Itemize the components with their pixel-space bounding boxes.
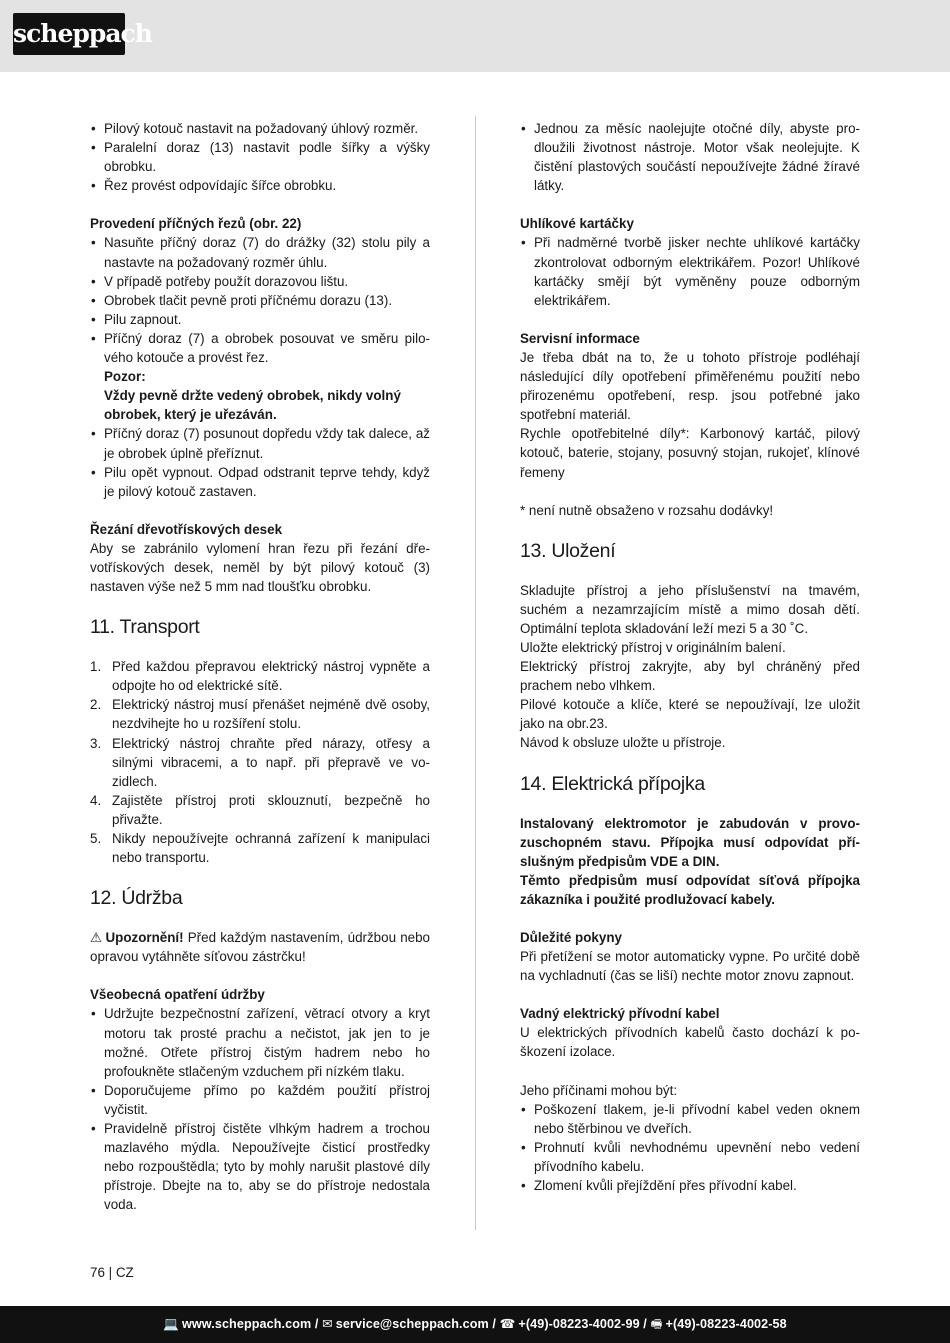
storage-heading: 13. Uložení xyxy=(520,539,616,562)
chipboard-section xyxy=(90,520,430,596)
warning-label: Upozornění! xyxy=(105,930,184,946)
electrical-bold-2: Těmto předpisům musí odpovídat síťová přípojka zákazníka i použité prodlužovací kabely. xyxy=(520,872,860,907)
item-text: Před každou přepravou elektrický nástroj vypněte a odpojte ho od elektrické sítě. xyxy=(112,659,430,694)
maintenance-heading: 12. Údržba xyxy=(90,887,183,910)
left-column xyxy=(90,119,430,1215)
list-item: • Nasuňte příčný doraz (7) do drážky (32) stolu pily a nastavte na požadovaný rozměr úhlu. xyxy=(90,233,430,271)
footer-phone: +(49)-08223-4002-99 / xyxy=(518,1317,647,1331)
transport-heading: 11. Transport xyxy=(90,616,200,639)
service-section xyxy=(520,329,860,482)
causes-section xyxy=(520,1081,860,1196)
page-header xyxy=(0,0,950,72)
list-item: • Řez provést odpovídajíc šířce obrobku. xyxy=(90,176,430,195)
list-item: • Udržujte bezpečnostní zařízení, větrací otvory a kryt motoru tak prosté prachu a nečistot, jak jen to je možné. Otřete přístroj čistým hadrem nebo ho profoukněte stlačeným vzduchem při nízkém tlaku. xyxy=(90,1004,430,1080)
item-number: 2. xyxy=(90,697,102,713)
electrical-bold-1: Instalovaný elektromotor je zabudován v provozuschopném stavu. Přípojka musí odpovídat příslušným předpisům VDE a DIN. xyxy=(520,815,860,869)
important-section xyxy=(520,928,860,985)
brushes-bullets xyxy=(520,233,860,309)
right-column xyxy=(520,119,860,1195)
page-footer xyxy=(0,1306,950,1343)
list-item: • Příčný doraz (7) posunout dopředu vždy tak dalece, až je obrobek úplně přeříznut. xyxy=(90,424,430,462)
monthly-bullet-list xyxy=(520,119,860,195)
transport-list xyxy=(90,657,430,867)
list-item xyxy=(90,829,430,867)
item-number: 4. xyxy=(90,792,102,808)
footer-fax: +(49)-08223-4002-58 xyxy=(665,1317,787,1331)
service-text-1: Je třeba dbát na to, že u tohoto přístroje podléhají následující díly opotřebení přiměřenému použití nebo přirozenému opotřebení, resp. jsou potřebné jako spotřební materiál. xyxy=(520,349,860,423)
cable-title: Vadný elektrický přívodní kabel xyxy=(520,1006,720,1022)
maintenance-warning xyxy=(90,928,430,966)
list-item: • Paralelní doraz (13) nastavit podle šířky a výšky obrobku. xyxy=(90,138,430,176)
storage-line: Uložte elektrický přístroj v originálním balení. xyxy=(520,639,786,655)
list-item: • Doporučujeme přímo po každém použití přístroj vyčistit. xyxy=(90,1081,430,1119)
list-item xyxy=(90,695,430,733)
important-text: Při přetížení se motor automaticky vypne. Po určité době na vychladnutí (čas se liší) nechte motor znovu zapnout. xyxy=(520,949,860,984)
page-number: 76 | CZ xyxy=(90,1265,134,1280)
storage-line: Návod k obsluze uložte u přístroje. xyxy=(520,735,726,751)
footer-web: www.scheppach.com / xyxy=(182,1317,319,1331)
intro-bullet-list xyxy=(90,119,430,195)
causes-intro: Jeho příčinami mohou být: xyxy=(520,1082,678,1098)
fax-icon: 🖷 xyxy=(650,1317,663,1331)
list-item xyxy=(90,657,430,695)
caution-label: Pozor: xyxy=(104,369,146,385)
item-number: 5. xyxy=(90,831,102,846)
list-item: • Při nadměrné tvorbě jisker nechte uhlíkové kartáčky zkontrolovat odborným elektrikářem. Pozor! Uhlíkové kartáčky smějí být vyměněny pouze odborným elektrikářem. xyxy=(520,233,860,309)
list-item: • Pilu opět vypnout. Odpad odstranit teprve tehdy, když je pilový kotouč zastaven. xyxy=(90,463,430,501)
cross-cut-title: Provedení příčných řezů (obr. 22) xyxy=(90,216,302,232)
scheppach-logo: scheppach xyxy=(13,13,125,55)
item-text: Elektrický nástroj chraňte před nárazy, otřesy a silnými vibracemi, a to např. při přepravě ve vozidlech. xyxy=(112,735,430,789)
caution-text: Vždy pevně držte vedený obrobek, nikdy volný obrobek, který je uřezáván. xyxy=(104,388,401,423)
item-number: 3. xyxy=(90,735,102,751)
service-footnote: * není nutně obsaženo v rozsahu dodávky! xyxy=(520,502,774,518)
item-text: Elektrický nástroj musí přenášet nejméně dvě osoby, nezdvihejte ho u rozšíření stolu. xyxy=(112,697,430,732)
cable-section xyxy=(520,1004,860,1061)
brushes-section xyxy=(520,214,860,309)
cross-cut-section xyxy=(90,214,430,500)
computer-icon: 💻 xyxy=(163,1317,180,1331)
storage-section xyxy=(520,581,860,753)
service-text-2: Rychle opotřebitelné díly*: Karbonový kartáč, pilový kotouč, baterie, stojany, posuvný stojan, rukojeť, klínové řemeny xyxy=(520,426,860,480)
storage-line: Skladujte přístroj a jeho příslušenství na tmavém, suchém a nezamrzajícím místě a mimo dosah dětí. Optimální teplota skladování leží mezi 5 a 30 ˚C. xyxy=(520,582,860,636)
warning-icon: ⚠ xyxy=(90,930,103,946)
list-item: • Jednou za měsíc naolejujte otočné díly, abyste prodloužili životnost nástroje. Motor však neolejujte. K čistění plastových součástí nepoužívejte žádné žíravé látky. xyxy=(520,119,860,195)
storage-line: Elektrický přístroj zakryjte, aby byl chráněný před prachem nebo vlhkem. xyxy=(520,659,860,694)
service-title: Servisní informace xyxy=(520,330,640,346)
cable-text: U elektrických přívodních kabelů často dochází k poškození izolace. xyxy=(520,1025,860,1060)
item-number: 1. xyxy=(90,659,102,675)
list-item: • Obrobek tlačit pevně proti příčnému dorazu (13). xyxy=(90,291,430,310)
item-text: Zajistěte přístroj proti sklouznutí, bezpečně ho přivažte. xyxy=(112,792,430,827)
column-divider xyxy=(475,116,476,1230)
phone-icon: ☎ xyxy=(499,1317,516,1331)
general-maintenance-bullets xyxy=(90,1004,430,1214)
storage-line: Pilové kotouče a klíče, které se nepoužívají, lze uložit jako na obr.23. xyxy=(520,697,860,732)
list-item: • Prohnutí kvůli nevhodnému upevnění nebo vedení přívodního kabelu. xyxy=(520,1138,860,1176)
list-item xyxy=(90,734,430,791)
list-item: • Poškození tlakem, je-li přívodní kabel veden oknem nebo štěrbinou ve dveřích. xyxy=(520,1100,860,1138)
list-item: • Zlomení kvůli přejíždění přes přívodní kabel. xyxy=(520,1176,860,1195)
causes-bullets xyxy=(520,1100,860,1195)
warning-text: Před každým nastavením, údržbou nebo opravou vytáhněte síťovou zástrčku! xyxy=(90,930,430,965)
important-title: Důležité pokyny xyxy=(520,930,622,945)
electrical-bold-block xyxy=(520,814,860,909)
electrical-heading: 14. Elektrická přípojka xyxy=(520,772,705,795)
list-item: • Pilový kotouč nastavit na požadovaný úhlový rozměr. xyxy=(90,119,430,138)
list-item: • Pilu zapnout. xyxy=(90,310,430,329)
cross-cut-bullets-a xyxy=(90,233,430,367)
chipboard-title: Řezání dřevotřískových desek xyxy=(90,521,283,537)
list-item xyxy=(90,791,430,829)
mail-icon: ✉ xyxy=(322,1317,333,1331)
list-item: • V případě potřeby použít dorazovou lištu. xyxy=(90,272,430,291)
brushes-title: Uhlíkové kartáčky xyxy=(520,216,634,232)
footer-mail: service@scheppach.com / xyxy=(335,1317,496,1331)
cross-cut-bullets-b xyxy=(90,424,430,500)
general-maintenance-section xyxy=(90,985,430,1214)
item-text: Nikdy nepoužívejte ochranná zařízení k manipulaci nebo transportu. xyxy=(112,831,430,866)
general-maintenance-title: Všeobecná opatření údržby xyxy=(90,987,265,1003)
chipboard-text: Aby se zabránilo vylomení hran řezu při řezání dřevotřískových desek, neměl by být pilový kotouč (3) nastaven výše než 5 mm nad tloušťku obrobku. xyxy=(90,540,430,595)
list-item: • Pravidelně přístroj čistěte vlhkým hadrem a trochou mazlavého mýdla. Nepoužívejte čisticí prostředky nebo rozpouštědla; tyto by mohly narušit plastové díly přístroje. Dbejte na to, aby se do přístroje nedostala voda. xyxy=(90,1119,430,1214)
list-item: • Příčný doraz (7) a obrobek posouvat ve směru pilového kotouče a provést řez. xyxy=(90,329,430,367)
